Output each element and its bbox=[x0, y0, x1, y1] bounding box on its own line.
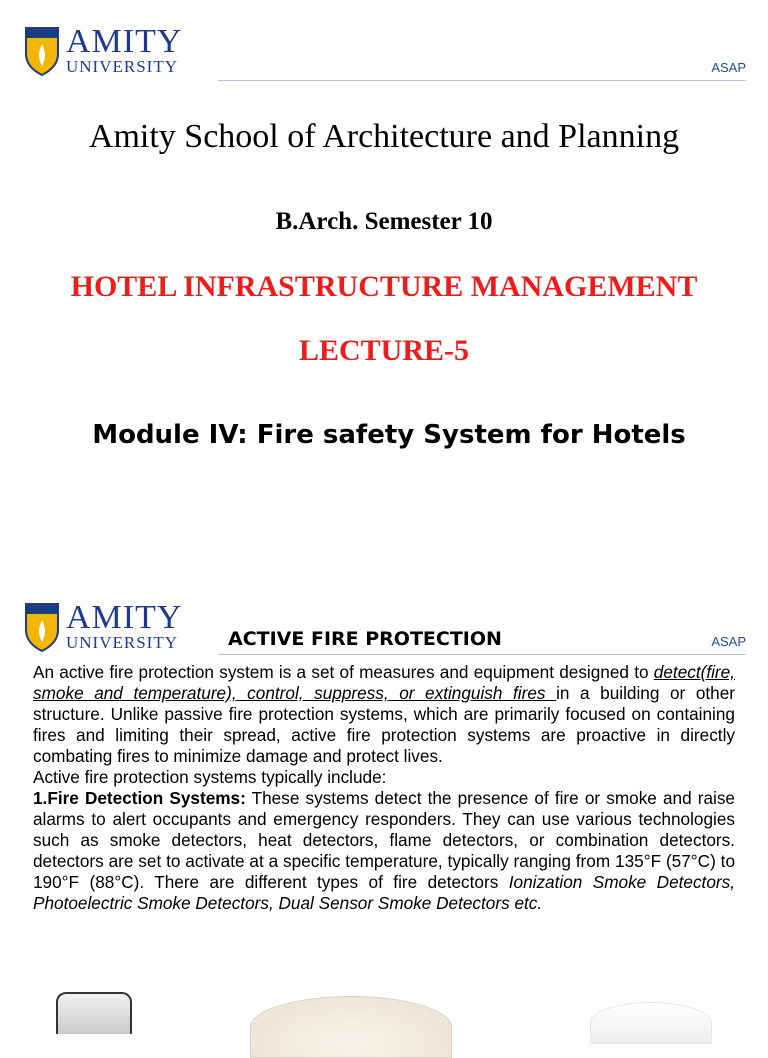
amity-logo bbox=[24, 23, 183, 76]
tagline: ASAP bbox=[711, 60, 746, 75]
smoke-detector-image bbox=[590, 1002, 712, 1044]
detection-heading: 1.Fire Detection Systems: bbox=[33, 788, 246, 808]
logo-subbrand-text: UNIVERSITY bbox=[66, 57, 178, 76]
logo-subbrand-text: UNIVERSITY bbox=[66, 633, 178, 652]
intro-paragraph: An active fire protection system is a set of measures and equipment designed to detect(fire, smoke and temperature), control, suppress, or extinguish fires in a building or other structure. Unlike passive fire protection systems, which are primarily focused on containing fires and limiting their spread, active fire protection systems are proactive in directly combating fires to minimize damage and protect lives. bbox=[33, 662, 735, 766]
smoke-detector-image bbox=[250, 996, 452, 1058]
list-intro: Active fire protection systems typically include: bbox=[33, 767, 387, 787]
module-title: Module IV: Fire safety System for Hotels bbox=[92, 420, 686, 450]
header-divider bbox=[218, 80, 746, 81]
emphasized-phrase: detect(fire, smoke and temperature), control, suppress, or extinguish fires bbox=[33, 662, 735, 703]
header-divider bbox=[218, 654, 746, 655]
school-name: Amity School of Architecture and Planning bbox=[88, 118, 680, 155]
detection-paragraph: 1.Fire Detection Systems: These systems detect the presence of fire or smoke and raise alarms to alert occupants and emergency responders. They can use various technologies such as smoke detectors, heat detectors, flame detectors, or combination detectors. detectors are set to activate at a specific temperature, typically ranging from 135°F (57°C) to 190°F (88°C). There are different types of fire detectors Ionization Smoke Detectors, Photoelectric Smoke Detectors, Dual Sensor Smoke Detectors etc. bbox=[33, 788, 735, 913]
tagline: ASAP bbox=[711, 634, 746, 649]
amity-logo bbox=[24, 599, 183, 652]
logo-brand-text: AMITY bbox=[66, 23, 183, 60]
amity-shield-icon bbox=[24, 26, 60, 76]
course-title: HOTEL INFRASTRUCTURE MANAGEMENT bbox=[70, 270, 698, 303]
amity-shield-icon bbox=[24, 602, 60, 652]
content-slide bbox=[0, 590, 768, 1024]
semester: B.Arch. Semester 10 bbox=[275, 208, 493, 235]
detector-types: Ionization Smoke Detectors, Photoelectric Smoke Detectors, Dual Sensor Smoke Detectors etc. bbox=[33, 872, 735, 913]
slide-title: ACTIVE FIRE PROTECTION bbox=[228, 628, 502, 650]
lecture-number: LECTURE-5 bbox=[298, 334, 470, 367]
smoke-detector-image bbox=[56, 992, 132, 1034]
logo-brand-text: AMITY bbox=[66, 599, 183, 636]
slide-body bbox=[33, 662, 735, 914]
